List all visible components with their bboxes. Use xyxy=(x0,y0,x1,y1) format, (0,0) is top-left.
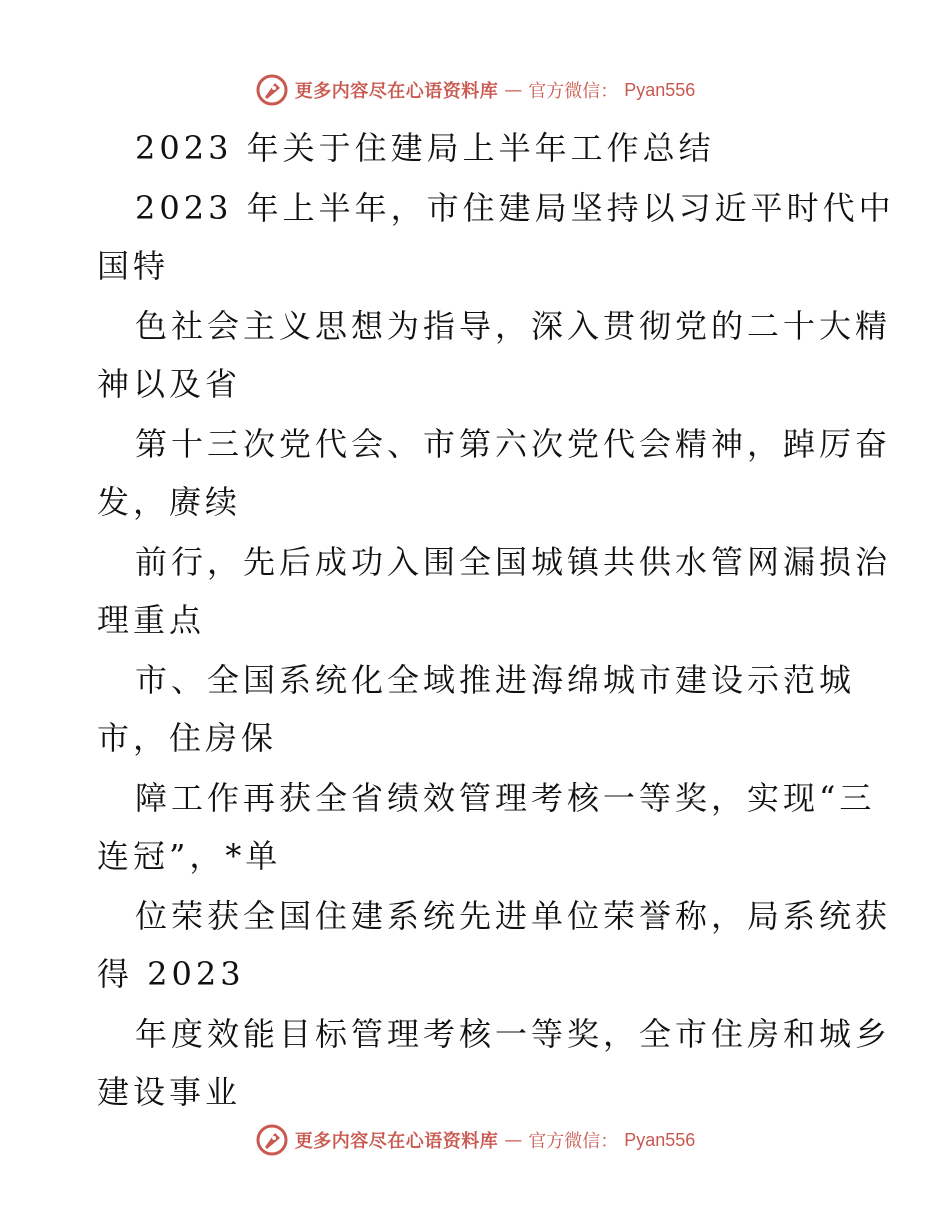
paragraph-line: 理重点 xyxy=(97,601,206,639)
watermark-separator: — xyxy=(504,1129,523,1151)
paragraph-line: 市、全国系统化全域推进海绵城市建设示范城 xyxy=(135,661,856,699)
paragraph-line: 年度效能目标管理考核一等奖，全市住房和城乡 xyxy=(135,1015,892,1053)
header-watermark xyxy=(0,70,950,110)
document-title: 2023 年关于住建局上半年工作总结 xyxy=(135,129,715,167)
paragraph-line: 连冠”，*单 xyxy=(97,837,282,875)
paragraph-line: 市，住房保 xyxy=(97,719,278,757)
watermark-label: 官方微信： xyxy=(528,1131,619,1152)
paragraph-line: 国特 xyxy=(97,247,170,285)
paragraph-line: 前行，先后成功入围全国城镇共供水管网漏损治 xyxy=(135,543,892,581)
paragraph-line: 神以及省 xyxy=(97,365,242,403)
paragraph-line: 第十三次党代会、市第六次党代会精神，踔厉奋 xyxy=(135,425,892,463)
watermark-id: Pyan556 xyxy=(624,79,696,100)
paragraph-line: 2023 年上半年，市住建局坚持以习近平时代中 xyxy=(135,189,895,227)
paragraph-line: 建设事业 xyxy=(97,1073,242,1111)
paragraph-line: 障工作再获全省绩效管理考核一等奖，实现“三 xyxy=(135,779,876,817)
pen-nib-logo-icon xyxy=(255,1123,289,1157)
paragraph-line: 发，赓续 xyxy=(97,483,242,521)
watermark-text: 更多内容尽在心语资料库 xyxy=(294,1131,499,1152)
watermark-label: 官方微信： xyxy=(528,81,619,102)
paragraph-line: 色社会主义思想为指导，深入贯彻党的二十大精 xyxy=(135,307,892,345)
watermark-id: Pyan556 xyxy=(624,1129,696,1150)
paragraph-line: 位荣获全国住建系统先进单位荣誉称，局系统获 xyxy=(135,897,892,935)
pen-nib-logo-icon xyxy=(255,73,289,107)
footer-watermark xyxy=(0,1120,950,1160)
paragraph-line: 得 2023 xyxy=(97,955,245,993)
watermark-text: 更多内容尽在心语资料库 xyxy=(294,81,499,102)
watermark-separator: — xyxy=(504,79,523,101)
